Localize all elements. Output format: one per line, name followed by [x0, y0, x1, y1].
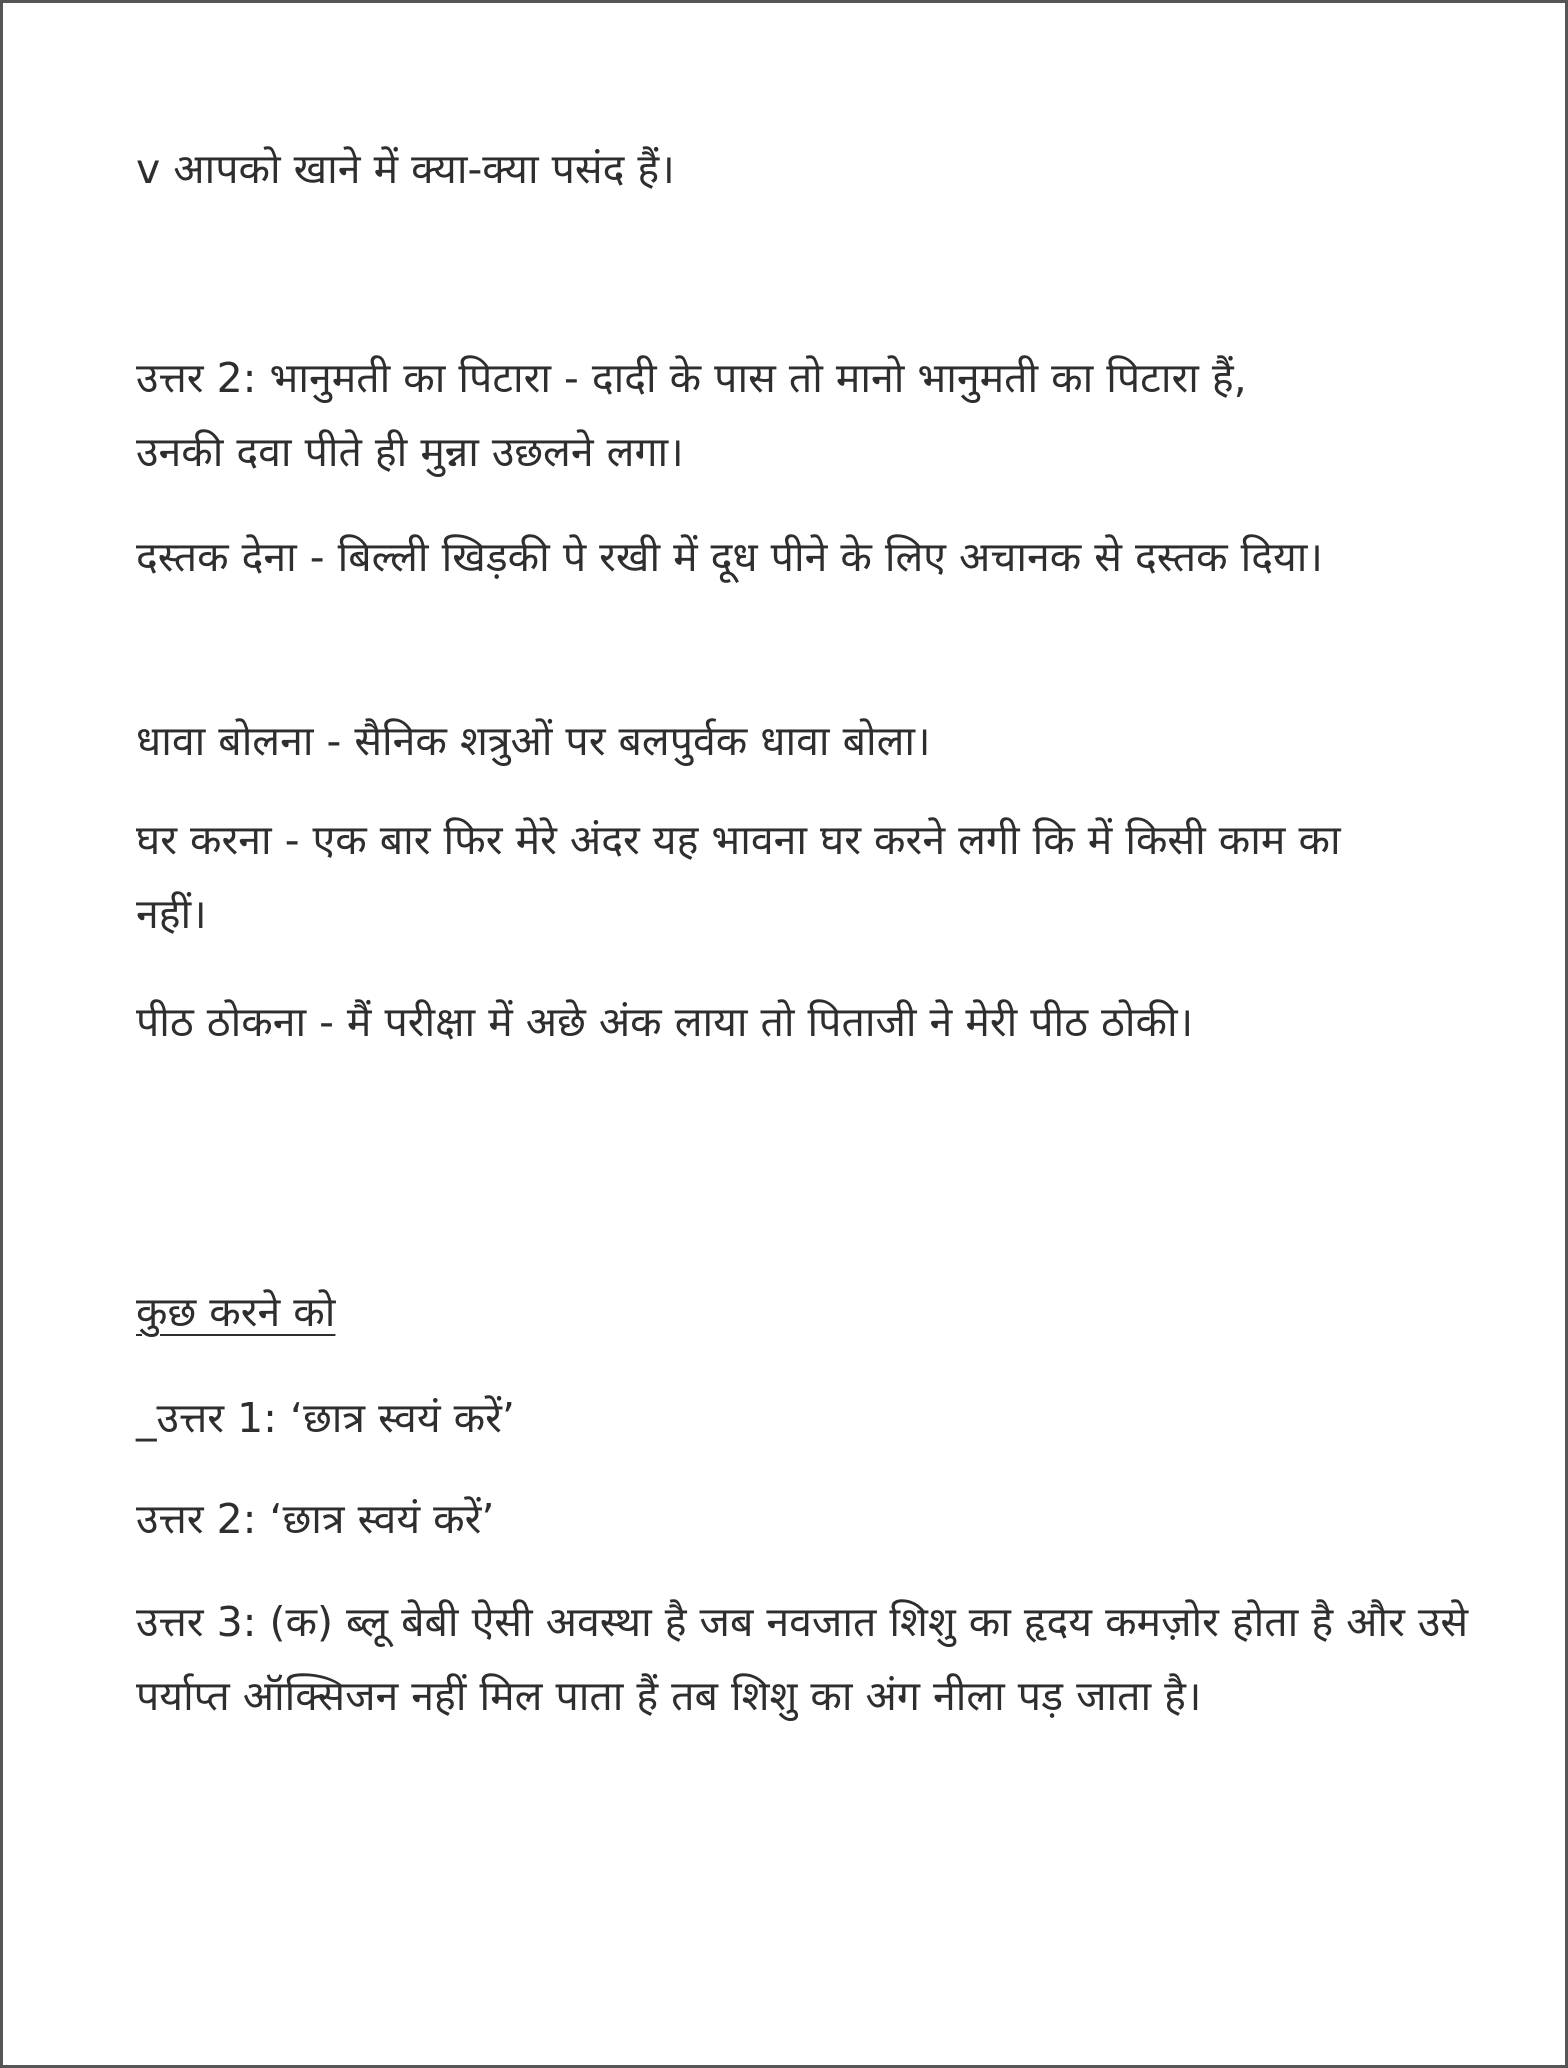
- activity-answer: _उत्तर 1: ‘छात्र स्वयं करें’: [136, 1394, 515, 1442]
- activity-answer: उत्तर 2: ‘छात्र स्वयं करें’: [136, 1495, 495, 1543]
- answer-paragraph: दस्तक देना - बिल्ली खिड़की पे रखी में दूध पीने के लिए अचानक से दस्तक दिया।: [136, 533, 1323, 581]
- activity-answer: उत्तर 3: (क) ब्लू बेबी ऐसी अवस्था है जब नवजात शिशु का हृदय कमज़ोर होता है और उसे पर्याप्त ऑक्सिजन नहीं मिल पाता हैं तब शिशु का अंग नीला पड़ जाता है।: [136, 1598, 1469, 1720]
- answer-paragraph: घर करना - एक बार फिर मेरे अंदर यह भावना घर करने लगी कि में किसी काम का नहीं।: [136, 816, 1341, 938]
- answer-paragraph: उत्तर 2: भानुमती का पिटारा - दादी के पास तो मानो भानुमती का पिटारा हैं, उनकी दवा पीते ही मुन्ना उछलने लगा।: [136, 354, 1247, 476]
- question-line: v आपको खाने में क्या-क्या पसंद हैं।: [136, 145, 675, 193]
- answer-paragraph: पीठ ठोकना - मैं परीक्षा में अछे अंक लाया तो पिताजी ने मेरी पीठ ठोकी।: [136, 998, 1194, 1046]
- answer-paragraph: धावा बोलना - सैनिक शत्रुओं पर बलपुर्वक धावा बोला।: [136, 717, 931, 765]
- section-heading: कुछ करने को: [136, 1288, 336, 1336]
